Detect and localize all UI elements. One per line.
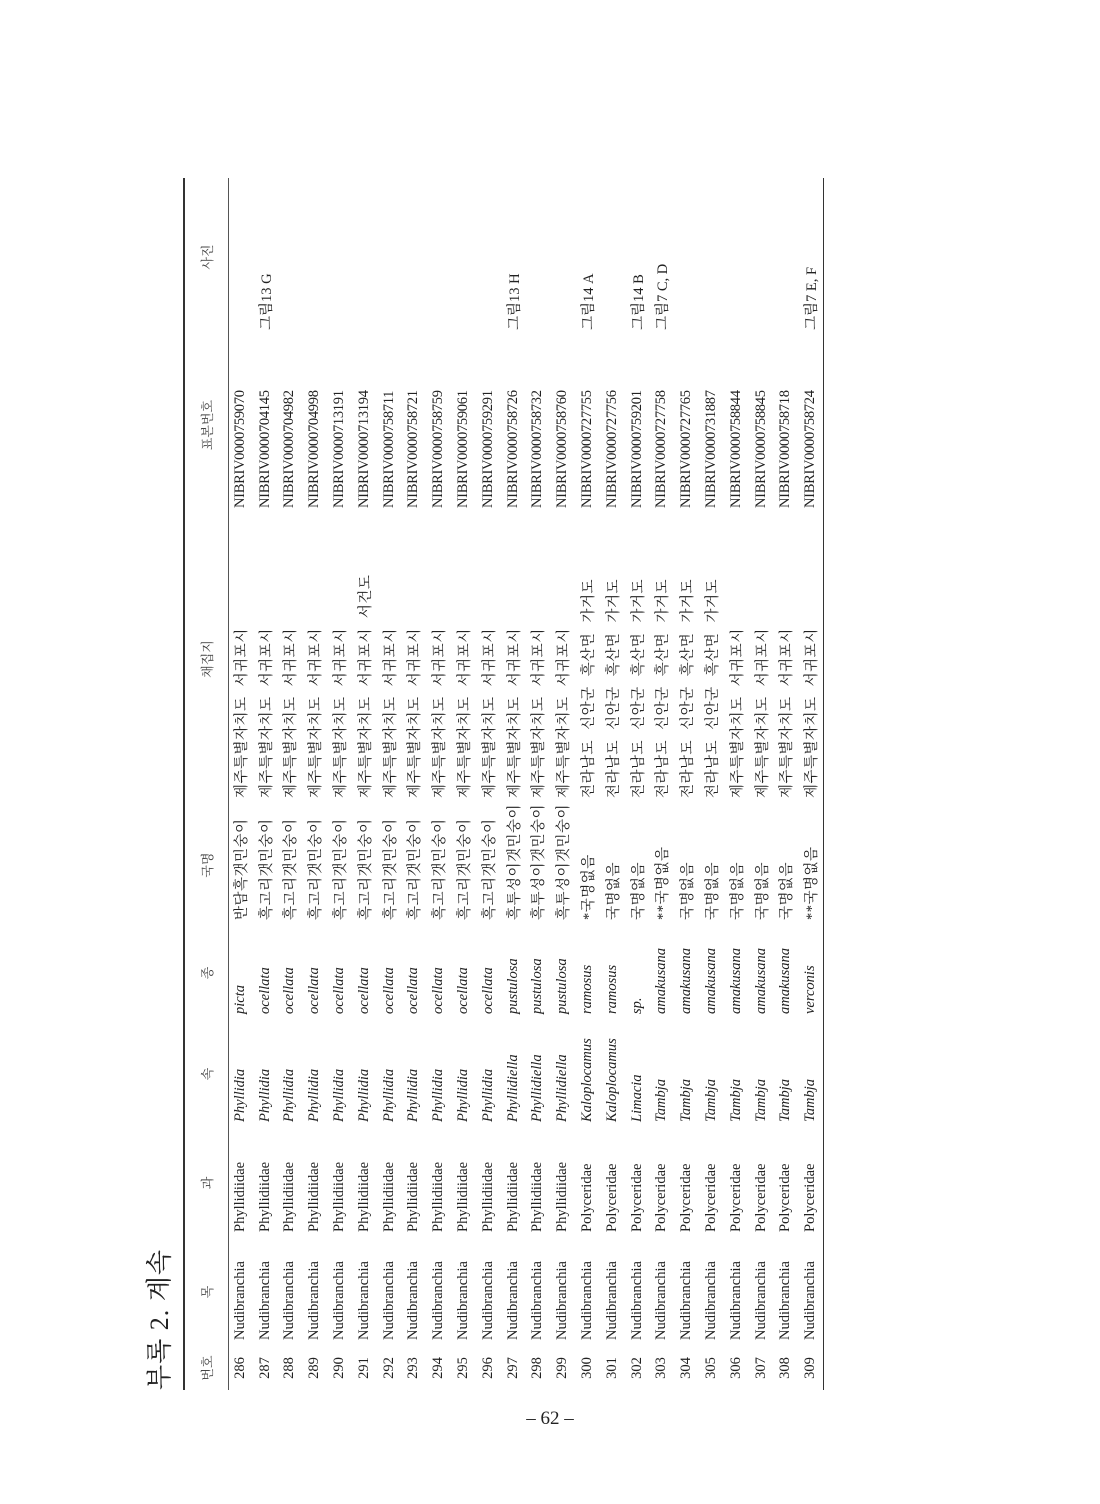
cell-specimen-number: NIBRIV0000704982 (281, 390, 298, 508)
cell-order: Nudibranchia (504, 1261, 521, 1340)
cell-genus: Phyllidia (380, 1068, 397, 1122)
cell-collection-site: 제주특별자치도 서귀포시 (333, 628, 350, 798)
cell-species: ocellata (405, 967, 422, 1014)
cell-number: 302 (628, 1357, 645, 1379)
cell-specimen-number: NIBRIV0000727758 (653, 390, 670, 508)
cell-collection-site: 전라남도 신안군 흑산면 가거도 (605, 579, 622, 798)
specimen-table (183, 178, 824, 1390)
cell-genus: Kaloplocamus (579, 1038, 596, 1122)
cell-species: amakusana (777, 947, 794, 1014)
cell-species: sp. (628, 997, 645, 1014)
cell-photo (302, 178, 327, 336)
cell-species: ocellata (455, 967, 472, 1014)
cell-specimen-number: NIBRIV0000727756 (603, 390, 620, 508)
table-row (302, 178, 327, 1390)
cell-number: 305 (703, 1357, 720, 1379)
cell-genus: Phyllidia (256, 1068, 273, 1122)
cell-collection-site: 제주특별자치도 서귀포시 (531, 628, 548, 798)
cell-collection-site: 제주특별자치도 서귀포시 (234, 628, 251, 798)
cell-korean-name: 흑고리갯민숭이 (382, 818, 399, 920)
cell-photo: 그림7 C, D (655, 263, 672, 330)
cell-family: Phyllidiidae (306, 1161, 323, 1232)
cell-korean-name: 흑고리갯민숭이 (283, 818, 300, 920)
cell-family: Polyceridae (678, 1163, 695, 1232)
cell-specimen-number: NIBRIV0000713194 (355, 390, 372, 508)
cell-genus: Phyllidia (355, 1068, 372, 1122)
cell-species: amakusana (678, 947, 695, 1014)
header-genus: 속 (184, 1020, 228, 1128)
cell-collection-site: 제주특별자치도 서귀포시 (556, 628, 573, 798)
cell-collection-site: 전라남도 신안군 흑산면 가거도 (705, 579, 722, 798)
table-row (575, 178, 600, 1390)
cell-genus: Phyllidia (430, 1068, 447, 1122)
table-row (352, 178, 377, 1390)
cell-order: Nudibranchia (405, 1261, 422, 1340)
cell-photo (402, 178, 427, 336)
cell-photo (674, 178, 699, 336)
cell-species: ocellata (306, 967, 323, 1014)
cell-korean-name: **국명없음 (655, 846, 672, 920)
cell-number: 298 (529, 1357, 546, 1379)
table-row (327, 178, 352, 1390)
cell-number: 297 (504, 1357, 521, 1379)
table-row (526, 178, 551, 1390)
cell-family: Phyllidiidae (554, 1161, 571, 1232)
cell-family: Phyllidiidae (256, 1161, 273, 1232)
cell-specimen-number: NIBRIV0000759291 (479, 390, 496, 508)
cell-order: Nudibranchia (256, 1261, 273, 1340)
cell-collection-site: 제주특별자치도 서귀포시 (779, 628, 796, 798)
cell-korean-name: 국명없음 (729, 861, 746, 920)
cell-order: Nudibranchia (678, 1261, 695, 1340)
cell-family: Phyllidiidae (405, 1161, 422, 1232)
table-row (749, 178, 774, 1390)
cell-family: Polyceridae (752, 1163, 769, 1232)
cell-korean-name: 반담흑갯민숭이 (234, 818, 251, 920)
cell-family: Phyllidiidae (529, 1161, 546, 1232)
cell-korean-name: 흑고리갯민숭이 (407, 818, 424, 920)
cell-photo (526, 178, 551, 336)
cell-korean-name: 흑투성이갯민숭이 (556, 803, 573, 920)
cell-specimen-number: NIBRIV0000727765 (678, 390, 695, 508)
cell-species: ocellata (256, 967, 273, 1014)
cell-order: Nudibranchia (727, 1261, 744, 1340)
cell-species: ocellata (281, 967, 298, 1014)
cell-number: 289 (306, 1357, 323, 1379)
cell-family: Polyceridae (628, 1163, 645, 1232)
table-row (699, 178, 724, 1390)
cell-specimen-number: NIBRIV0000713191 (331, 390, 348, 508)
table-row (228, 178, 253, 1390)
header-collection-site: 채집지 (184, 514, 228, 804)
table-row (600, 178, 625, 1390)
cell-korean-name: 국명없음 (754, 861, 771, 920)
cell-order: Nudibranchia (306, 1261, 323, 1340)
cell-collection-site: 제주특별자치도 서귀포시 (506, 628, 523, 798)
table-row (402, 178, 427, 1390)
cell-specimen-number: NIBRIV0000704145 (256, 390, 273, 508)
cell-collection-site: 전라남도 신안군 흑산면 가거도 (630, 579, 647, 798)
cell-collection-site: 제주특별자치도 서귀포시 (457, 628, 474, 798)
cell-korean-name: 국명없음 (630, 861, 647, 920)
cell-korean-name: 흑투성이갯민숭이 (506, 803, 523, 920)
cell-species: verconis (798, 926, 823, 1020)
cell-specimen-number: NIBRIV0000731887 (703, 390, 720, 508)
cell-photo (724, 178, 749, 336)
cell-specimen-number: NIBRIV0000727755 (579, 390, 596, 508)
cell-number: 293 (405, 1357, 422, 1379)
cell-specimen-number: NIBRIV0000758726 (504, 390, 521, 508)
cell-number: 288 (281, 1357, 298, 1379)
cell-photo: 그림14 B (630, 274, 647, 330)
cell-genus: Kaloplocamus (603, 1038, 620, 1122)
cell-genus: Phyllidia (479, 1068, 496, 1122)
table-header-row (184, 178, 228, 1390)
cell-number: 300 (579, 1357, 596, 1379)
cell-order: Nudibranchia (479, 1261, 496, 1340)
cell-number: 296 (479, 1357, 496, 1379)
cell-family: Polyceridae (703, 1163, 720, 1232)
cell-photo (327, 178, 352, 336)
cell-genus: Phyllidia (306, 1068, 323, 1122)
cell-genus: Limacia (628, 1074, 645, 1122)
cell-specimen-number: NIBRIV0000759061 (455, 390, 472, 508)
table-row (377, 178, 402, 1390)
cell-genus: Phyllidiella (529, 1054, 546, 1122)
cell-genus: Phyllidia (232, 1068, 249, 1122)
cell-specimen-number: NIBRIV0000758732 (529, 390, 546, 508)
cell-species: amakusana (727, 947, 744, 1014)
cell-collection-site: 제주특별자치도 서귀포시 (798, 514, 823, 804)
cell-number: 295 (455, 1357, 472, 1379)
cell-korean-name: 국명없음 (605, 861, 622, 920)
cell-genus: Tambja (777, 1079, 794, 1122)
cell-photo: 그림13 H (506, 273, 523, 330)
cell-korean-name: 흑고리갯민숭이 (258, 818, 275, 920)
cell-specimen-number: NIBRIV0000758845 (752, 390, 769, 508)
cell-species: ocellata (479, 967, 496, 1014)
cell-species: pustulosa (504, 958, 521, 1014)
cell-genus: Phyllidiella (554, 1054, 571, 1122)
cell-number: 309 (798, 1346, 823, 1390)
cell-family: Polyceridae (653, 1163, 670, 1232)
cell-number: 304 (678, 1357, 695, 1379)
rotated-page-content (125, 170, 825, 1390)
cell-order: Nudibranchia (703, 1261, 720, 1340)
cell-family: Phyllidiidae (331, 1161, 348, 1232)
cell-photo: 그림13 G (258, 273, 275, 330)
table-row (650, 178, 675, 1390)
cell-species: ocellata (331, 967, 348, 1014)
cell-family: Polyceridae (777, 1163, 794, 1232)
cell-photo (476, 178, 501, 336)
cell-korean-name: *국명없음 (581, 854, 598, 920)
table-row (798, 178, 823, 1390)
header-specimen-number: 표본번호 (184, 336, 228, 514)
cell-korean-name: 국명없음 (705, 861, 722, 920)
cell-collection-site: 제주특별자치도 서귀포시 (432, 628, 449, 798)
cell-genus: Phyllidia (331, 1068, 348, 1122)
cell-family: Phyllidiidae (479, 1161, 496, 1232)
header-family: 과 (184, 1128, 228, 1238)
cell-family: Phyllidiidae (504, 1161, 521, 1232)
cell-family: Polyceridae (579, 1163, 596, 1232)
header-order: 목 (184, 1238, 228, 1346)
cell-genus: Phyllidiella (504, 1054, 521, 1122)
table-row (451, 178, 476, 1390)
cell-species: amakusana (703, 947, 720, 1014)
cell-specimen-number: NIBRIV0000759070 (232, 390, 249, 508)
cell-number: 291 (355, 1357, 372, 1379)
cell-species: pustulosa (554, 958, 571, 1014)
cell-photo (377, 178, 402, 336)
table-row (426, 178, 451, 1390)
header-number: 번호 (184, 1346, 228, 1390)
cell-genus: Phyllidia (281, 1068, 298, 1122)
cell-specimen-number: NIBRIV0000758721 (405, 390, 422, 508)
cell-korean-name: 국명없음 (779, 861, 796, 920)
cell-photo (451, 178, 476, 336)
cell-korean-name: 국명없음 (680, 861, 697, 920)
cell-collection-site: 제주특별자치도 서귀포시 (308, 628, 325, 798)
cell-genus: Phyllidia (405, 1068, 422, 1122)
cell-korean-name: 흑고리갯민숭이 (333, 818, 350, 920)
cell-family: Phyllidiidae (232, 1161, 249, 1232)
cell-order: Nudibranchia (653, 1261, 670, 1340)
cell-korean-name: **국명없음 (798, 804, 823, 926)
cell-specimen-number: NIBRIV0000758844 (727, 390, 744, 508)
cell-species: ocellata (380, 967, 397, 1014)
cell-photo (550, 178, 575, 336)
cell-number: 294 (430, 1357, 447, 1379)
cell-species: amakusana (653, 947, 670, 1014)
cell-family: Polyceridae (798, 1128, 823, 1238)
cell-genus: Tambja (727, 1079, 744, 1122)
cell-number: 301 (603, 1357, 620, 1379)
cell-collection-site: 제주특별자치도 서귀포시 (481, 628, 498, 798)
cell-photo (699, 178, 724, 336)
cell-order: Nudibranchia (554, 1261, 571, 1340)
cell-collection-site: 제주특별자치도 서귀포시 (729, 628, 746, 798)
cell-genus: Tambja (678, 1079, 695, 1122)
cell-number: 292 (380, 1357, 397, 1379)
cell-order: Nudibranchia (603, 1261, 620, 1340)
cell-family: Polyceridae (603, 1163, 620, 1232)
cell-korean-name: 흑고리갯민숭이 (481, 818, 498, 920)
cell-species: pustulosa (529, 958, 546, 1014)
cell-collection-site: 전라남도 신안군 흑산면 가거도 (655, 579, 672, 798)
table-row (550, 178, 575, 1390)
cell-order: Nudibranchia (579, 1261, 596, 1340)
cell-specimen-number: NIBRIV0000704998 (306, 390, 323, 508)
cell-order: Nudibranchia (529, 1261, 546, 1340)
cell-number: 299 (554, 1357, 571, 1379)
cell-species: picta (232, 985, 249, 1014)
cell-order: Nudibranchia (232, 1261, 249, 1340)
table-row (476, 178, 501, 1390)
cell-photo (600, 178, 625, 336)
cell-order: Nudibranchia (628, 1261, 645, 1340)
cell-photo (426, 178, 451, 336)
cell-family: Polyceridae (727, 1163, 744, 1232)
cell-collection-site: 제주특별자치도 서귀포시 (407, 628, 424, 798)
cell-korean-name: 흑투성이갯민숭이 (531, 803, 548, 920)
cell-photo (352, 178, 377, 336)
cell-specimen-number: NIBRIV0000759201 (628, 390, 645, 508)
cell-number: 308 (777, 1357, 794, 1379)
cell-korean-name: 흑고리갯민숭이 (357, 818, 374, 920)
cell-korean-name: 흑고리갯민숭이 (308, 818, 325, 920)
cell-number: 286 (232, 1357, 249, 1379)
cell-collection-site: 전라남도 신안군 흑산면 가거도 (680, 579, 697, 798)
cell-species: ocellata (430, 967, 447, 1014)
cell-family: Phyllidiidae (355, 1161, 372, 1232)
header-photo: 사진 (184, 178, 228, 336)
cell-order: Nudibranchia (777, 1261, 794, 1340)
cell-number: 307 (752, 1357, 769, 1379)
cell-species: ocellata (355, 967, 372, 1014)
cell-species: amakusana (752, 947, 769, 1014)
table-caption: 부록 2. 계속 (145, 1249, 174, 1390)
cell-genus: Tambja (653, 1079, 670, 1122)
cell-order: Nudibranchia (430, 1261, 447, 1340)
table-row (278, 178, 303, 1390)
cell-photo (774, 178, 799, 336)
cell-specimen-number: NIBRIV0000758718 (777, 390, 794, 508)
table-row (253, 178, 278, 1390)
cell-number: 303 (653, 1357, 670, 1379)
cell-family: Phyllidiidae (455, 1161, 472, 1232)
cell-order: Nudibranchia (331, 1261, 348, 1340)
cell-korean-name: 흑고리갯민숭이 (432, 818, 449, 920)
cell-collection-site: 제주특별자치도 서귀포시 (754, 628, 771, 798)
cell-order: Nudibranchia (752, 1261, 769, 1340)
header-species: 종 (184, 926, 228, 1020)
cell-specimen-number: NIBRIV0000758760 (554, 390, 571, 508)
cell-family: Phyllidiidae (380, 1161, 397, 1232)
cell-family: Phyllidiidae (281, 1161, 298, 1232)
cell-order: Nudibranchia (798, 1238, 823, 1346)
table-row (625, 178, 650, 1390)
cell-genus: Tambja (703, 1079, 720, 1122)
cell-order: Nudibranchia (355, 1261, 372, 1340)
header-korean-name: 국명 (184, 804, 228, 926)
cell-specimen-number: NIBRIV0000758711 (380, 390, 397, 508)
table-row (501, 178, 526, 1390)
table-row (724, 178, 749, 1390)
cell-korean-name: 흑고리갯민숭이 (457, 818, 474, 920)
page-number: – 62 – (526, 1408, 574, 1429)
cell-number: 306 (727, 1357, 744, 1379)
cell-photo (278, 178, 303, 336)
cell-species: ramosus (579, 964, 596, 1014)
cell-species: ramosus (603, 964, 620, 1014)
cell-collection-site: 제주특별자치도 서귀포시 (382, 628, 399, 798)
cell-photo: 그림14 A (581, 273, 598, 330)
cell-order: Nudibranchia (380, 1261, 397, 1340)
table-row (774, 178, 799, 1390)
cell-photo: 그림7 E, F (798, 178, 823, 336)
cell-genus: Tambja (752, 1079, 769, 1122)
cell-order: Nudibranchia (455, 1261, 472, 1340)
cell-order: Nudibranchia (281, 1261, 298, 1340)
cell-collection-site: 제주특별자치도 서귀포시 (258, 628, 275, 798)
cell-genus: Tambja (798, 1020, 823, 1128)
cell-specimen-number: NIBRIV0000758724 (798, 336, 823, 514)
cell-collection-site: 제주특별자치도 서귀포시 (283, 628, 300, 798)
cell-photo (228, 178, 253, 336)
table-row (674, 178, 699, 1390)
cell-specimen-number: NIBRIV0000758759 (430, 390, 447, 508)
cell-genus: Phyllidia (455, 1068, 472, 1122)
cell-number: 290 (331, 1357, 348, 1379)
cell-photo (749, 178, 774, 336)
cell-family: Phyllidiidae (430, 1161, 447, 1232)
cell-collection-site: 제주특별자치도 서귀포시 서건도 (357, 574, 374, 798)
cell-number: 287 (256, 1357, 273, 1379)
cell-collection-site: 전라남도 신안군 흑산면 가거도 (581, 579, 598, 798)
